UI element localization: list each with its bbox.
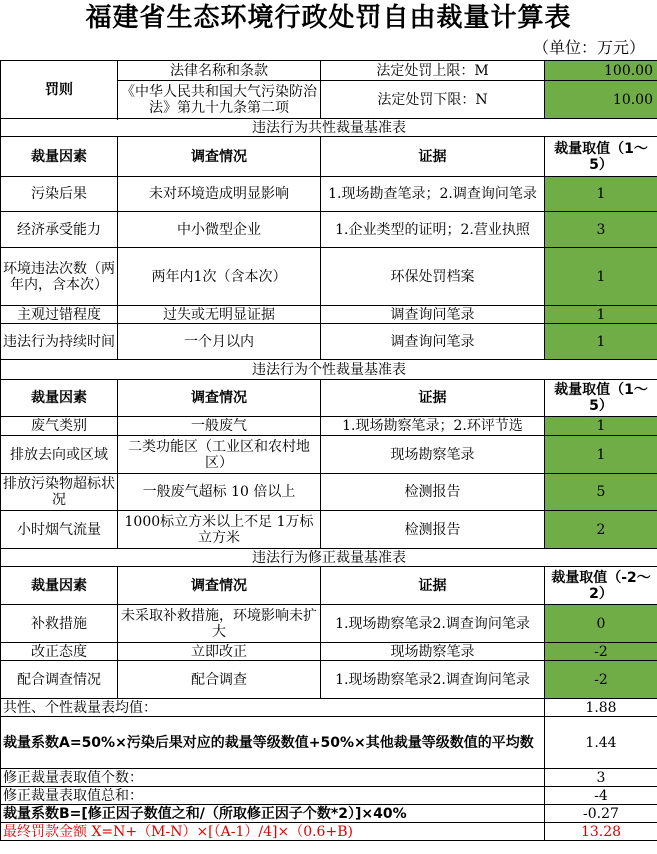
common-row-evidence: 1.现场勘查笔录；2.调查询问笔录	[321, 177, 545, 212]
common-header-investigation: 调查情况	[118, 137, 321, 177]
correction-header-investigation: 调查情况	[118, 567, 321, 605]
coefficient-a-label: 裁量系数A=50%×污染后果对应的裁量等级数值+50%×其他裁量等级数值的平均数	[1, 717, 545, 769]
correction-row-factor: 补救措施	[1, 605, 118, 643]
penalty-calculation-table	[0, 60, 657, 841]
common-row-investigation: 过失或无明显证据	[118, 306, 321, 324]
individual-row-value[interactable]: 5	[545, 474, 657, 511]
common-row-factor: 经济承受能力	[1, 212, 118, 248]
correction-sum-label: 修正裁量表取值总和：	[1, 787, 545, 805]
correction-header-evidence: 证据	[321, 567, 545, 605]
individual-row-investigation: 一般废气	[118, 417, 321, 436]
individual-row-evidence: 检测报告	[321, 474, 545, 511]
common-row-evidence: 1.企业类型的证明；2.营业执照	[321, 212, 545, 248]
upper-limit-value[interactable]: 100.00	[545, 61, 657, 81]
common-row-investigation: 两年内1次（含本次）	[118, 248, 321, 306]
final-amount-label: 最终罚款金额 X=N+（M-N）×[（A-1）/4]×（0.6+B)	[1, 823, 545, 841]
individual-row-value[interactable]: 2	[545, 511, 657, 549]
common-row-factor: 违法行为持续时间	[1, 324, 118, 360]
correction-row-investigation: 配合调查	[118, 661, 321, 699]
correction-row-value[interactable]: 0	[545, 605, 657, 643]
common-row-evidence: 环保处罚档案	[321, 248, 545, 306]
common-row-value[interactable]: 1	[545, 306, 657, 324]
upper-limit-label: 法定处罚上限：M	[321, 61, 545, 81]
correction-row-evidence: 现场勘察笔录	[321, 643, 545, 661]
law-header: 法律名称和条款	[118, 61, 321, 81]
correction-row-evidence: 1.现场勘察笔录2.调查询问笔录	[321, 661, 545, 699]
individual-row-factor: 小时烟气流量	[1, 511, 118, 549]
common-row-factor: 环境违法次数（两年内，含本次）	[1, 248, 118, 306]
correction-row-investigation: 未采取补救措施，环境影响未扩大	[118, 605, 321, 643]
common-header-factor: 裁量因素	[1, 137, 118, 177]
coefficient-b-label: 裁量系数B=[修正因子数值之和/（所取修正因子个数*2）]×40%	[1, 805, 545, 823]
common-row-value[interactable]: 1	[545, 248, 657, 306]
individual-row-factor: 排放污染物超标状况	[1, 474, 118, 511]
individual-row-factor: 废气类别	[1, 417, 118, 436]
correction-sum-value: -4	[545, 787, 657, 805]
common-row-investigation: 中小微型企业	[118, 212, 321, 248]
common-row-investigation: 一个月以内	[118, 324, 321, 360]
common-header-value: 裁量取值（1～5）	[545, 137, 657, 177]
correction-count-label: 修正裁量表取值个数：	[1, 769, 545, 787]
average-label: 共性、个性裁量表均值：	[1, 699, 545, 717]
correction-header-value: 裁量取值（-2～2）	[545, 567, 657, 605]
average-value: 1.88	[545, 699, 657, 717]
individual-header-investigation: 调查情况	[118, 380, 321, 417]
common-row-factor: 主观过错程度	[1, 306, 118, 324]
correction-row-evidence: 1.现场勘察笔录2.调查询问笔录	[321, 605, 545, 643]
individual-row-investigation: 一般废气超标 10 倍以上	[118, 474, 321, 511]
individual-row-investigation: 二类功能区（工业区和农村地区）	[118, 436, 321, 474]
correction-row-value[interactable]: -2	[545, 643, 657, 661]
common-section-title: 违法行为共性裁量基准表	[1, 119, 657, 137]
individual-row-evidence: 1.现场勘察笔录；2.环评节选	[321, 417, 545, 436]
lower-limit-value[interactable]: 10.00	[545, 81, 657, 119]
individual-row-value[interactable]: 1	[545, 436, 657, 474]
individual-section-title: 违法行为个性裁量基准表	[1, 360, 657, 380]
individual-row-value[interactable]: 1	[545, 417, 657, 436]
common-header-evidence: 证据	[321, 137, 545, 177]
individual-row-factor: 排放去向或区域	[1, 436, 118, 474]
coefficient-a-value: 1.44	[545, 717, 657, 769]
unit-label: （单位：万元）	[532, 38, 645, 57]
coefficient-b-value: -0.27	[545, 805, 657, 823]
common-row-investigation: 未对环境造成明显影响	[118, 177, 321, 212]
individual-header-evidence: 证据	[321, 380, 545, 417]
final-amount-value: 13.28	[545, 823, 657, 841]
individual-row-evidence: 检测报告	[321, 511, 545, 549]
correction-header-factor: 裁量因素	[1, 567, 118, 605]
common-row-evidence: 调查询问笔录	[321, 324, 545, 360]
penalty-label: 罚则	[1, 61, 118, 119]
correction-row-value[interactable]: -2	[545, 661, 657, 699]
common-row-evidence: 调查询问笔录	[321, 306, 545, 324]
common-row-factor: 污染后果	[1, 177, 118, 212]
individual-row-evidence: 现场勘察笔录	[321, 436, 545, 474]
correction-row-factor: 改正态度	[1, 643, 118, 661]
individual-header-factor: 裁量因素	[1, 380, 118, 417]
common-row-value[interactable]: 1	[545, 177, 657, 212]
common-row-value[interactable]: 1	[545, 324, 657, 360]
individual-header-value: 裁量取值（1～5）	[545, 380, 657, 417]
correction-section-title: 违法行为修正裁量基准表	[1, 549, 657, 567]
correction-count-value: 3	[545, 769, 657, 787]
correction-row-factor: 配合调查情况	[1, 661, 118, 699]
page-title: 福建省生态环境行政处罚自由裁量计算表	[85, 3, 572, 33]
correction-row-investigation: 立即改正	[118, 643, 321, 661]
common-row-value[interactable]: 3	[545, 212, 657, 248]
law-text: 《中华人民共和国大气污染防治法》第九十九条第二项	[118, 81, 321, 119]
individual-row-investigation: 1000标立方米以上不足 1万标立方米	[118, 511, 321, 549]
lower-limit-label: 法定处罚下限：N	[321, 81, 545, 119]
